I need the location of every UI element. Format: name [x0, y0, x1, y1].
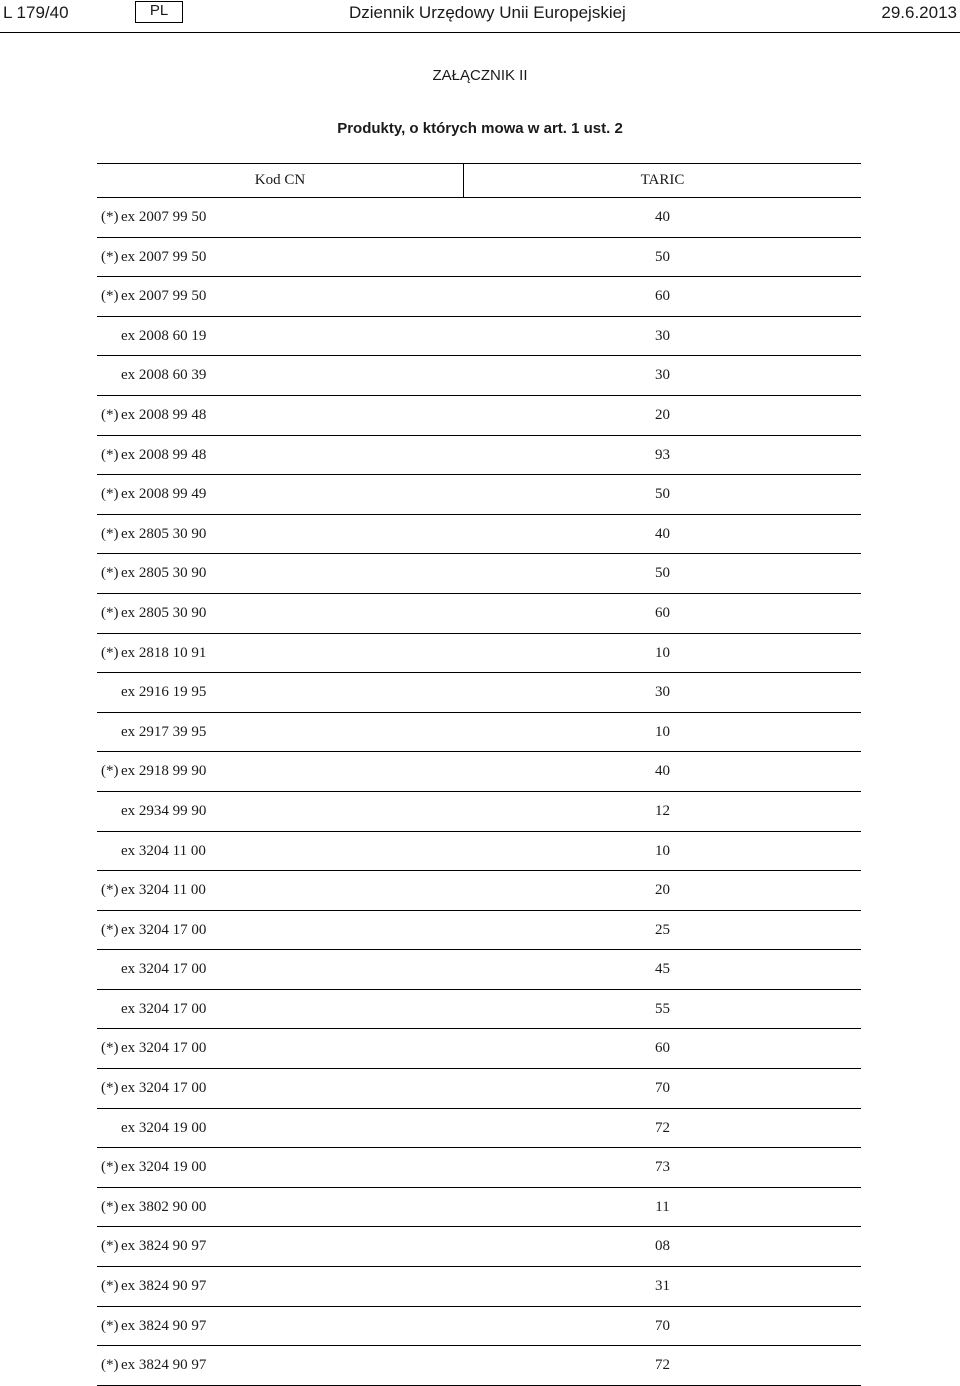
- cell-taric-code: 10: [655, 644, 670, 661]
- table-row: [97, 990, 861, 1030]
- footnote-mark: (*): [101, 921, 119, 938]
- cell-cn-code: [101, 249, 206, 266]
- cell-cn-code: [101, 565, 206, 582]
- cell-taric-code: 25: [655, 921, 670, 938]
- cn-code: ex 2008 60 19: [121, 327, 207, 344]
- footnote-mark: (*): [101, 288, 119, 305]
- table-row: [97, 634, 861, 674]
- table-row: [97, 792, 861, 832]
- table-row: [97, 713, 861, 753]
- cell-cn-code: [101, 1199, 206, 1216]
- footnote-mark: (*): [101, 1040, 119, 1057]
- table-header: [97, 164, 861, 198]
- cell-cn-code: [101, 1120, 206, 1137]
- cell-cn-code: [101, 1080, 206, 1097]
- table-row: [97, 752, 861, 792]
- publication-date: 29.6.2013: [881, 3, 957, 22]
- journal-title: Dziennik Urzędowy Unii Europejskiej: [349, 3, 626, 22]
- footnote-mark: (*): [101, 1357, 119, 1374]
- cell-cn-code: [101, 328, 206, 345]
- table-row: [97, 1109, 861, 1149]
- table-row: [97, 198, 861, 238]
- cell-taric-code: 45: [655, 961, 670, 978]
- cell-cn-code: [101, 803, 206, 820]
- cell-cn-code: [101, 961, 206, 978]
- cell-taric-code: 50: [655, 565, 670, 582]
- cell-cn-code: [101, 605, 206, 622]
- cn-code: ex 3204 17 00: [121, 1000, 207, 1017]
- table-row: [97, 673, 861, 713]
- language-badge: PL: [135, 1, 183, 23]
- table-row: [97, 515, 861, 555]
- footnote-mark: (*): [101, 604, 119, 621]
- cn-code: ex 3824 90 97: [121, 1278, 207, 1295]
- cell-cn-code: [101, 486, 206, 503]
- cell-cn-code: [101, 882, 206, 899]
- cn-code: ex 3204 19 00: [121, 1119, 207, 1136]
- footnote-mark: (*): [101, 882, 119, 899]
- cell-cn-code: [101, 367, 206, 384]
- table-row: [97, 1069, 861, 1109]
- table-row: [97, 436, 861, 476]
- cn-code: ex 3204 19 00: [121, 1159, 207, 1176]
- cell-taric-code: 31: [655, 1278, 670, 1295]
- table-row: [97, 911, 861, 951]
- footnote-mark: (*): [101, 644, 119, 661]
- cn-code: ex 2805 30 90: [121, 525, 207, 542]
- table-row: [97, 317, 861, 357]
- cn-code: ex 2008 99 49: [121, 486, 207, 503]
- table-row: [97, 1029, 861, 1069]
- annex-title: ZAŁĄCZNIK II: [432, 67, 528, 84]
- cell-taric-code: 30: [655, 684, 670, 701]
- cell-cn-code: [101, 1238, 206, 1255]
- cell-taric-code: 12: [655, 802, 670, 819]
- cell-cn-code: [101, 843, 206, 860]
- table-row: [97, 277, 861, 317]
- footnote-mark: (*): [101, 1080, 119, 1097]
- cell-taric-code: 70: [655, 1317, 670, 1334]
- products-table: [97, 163, 861, 1386]
- footnote-mark: (*): [101, 565, 119, 582]
- cell-cn-code: [101, 645, 206, 662]
- cell-taric-code: 40: [655, 763, 670, 780]
- footnote-mark: (*): [101, 1278, 119, 1295]
- column-header-cn: Kod CN: [254, 172, 306, 188]
- cell-cn-code: [101, 447, 206, 464]
- footnote-mark: (*): [101, 1159, 119, 1176]
- cell-cn-code: [101, 1278, 206, 1295]
- cell-taric-code: 93: [655, 446, 670, 463]
- cn-code: ex 2008 99 48: [121, 406, 207, 423]
- table-row: [97, 871, 861, 911]
- cn-code: ex 3824 90 97: [121, 1317, 207, 1334]
- cn-code: ex 2917 39 95: [121, 723, 207, 740]
- table-row: [97, 1267, 861, 1307]
- cn-code: ex 3802 90 00: [121, 1198, 207, 1215]
- footnote-mark: (*): [101, 406, 119, 423]
- cell-taric-code: 55: [655, 1000, 670, 1017]
- table-row: [97, 1346, 861, 1386]
- table-row: [97, 238, 861, 278]
- table-row: [97, 356, 861, 396]
- cell-cn-code: [101, 209, 206, 226]
- cn-code: ex 2008 99 48: [121, 446, 207, 463]
- footnote-mark: (*): [101, 525, 119, 542]
- cell-cn-code: [101, 684, 206, 701]
- cell-cn-code: [101, 1001, 206, 1018]
- table-row: [97, 832, 861, 872]
- cell-cn-code: [101, 407, 206, 424]
- cell-cn-code: [101, 288, 206, 305]
- cn-code: ex 3204 17 00: [121, 1040, 207, 1057]
- cell-taric-code: 10: [655, 842, 670, 859]
- cell-taric-code: 72: [655, 1119, 670, 1136]
- page-header: [0, 0, 960, 33]
- cn-code: ex 2918 99 90: [121, 763, 207, 780]
- cell-cn-code: [101, 1318, 206, 1335]
- cn-code: ex 3204 11 00: [121, 882, 206, 899]
- table-row: [97, 396, 861, 436]
- cell-cn-code: [101, 922, 206, 939]
- cell-taric-code: 40: [655, 209, 670, 225]
- table-row: [97, 1227, 861, 1267]
- cell-taric-code: 60: [655, 604, 670, 621]
- cell-taric-code: 40: [655, 525, 670, 542]
- table-body: [97, 198, 861, 1386]
- cell-taric-code: 20: [655, 406, 670, 423]
- cell-cn-code: [101, 1159, 206, 1176]
- footnote-mark: (*): [101, 1198, 119, 1215]
- cell-taric-code: 60: [655, 288, 670, 305]
- table-row: [97, 950, 861, 990]
- footnote-mark: (*): [101, 1317, 119, 1334]
- cn-code: ex 2007 99 50: [121, 288, 207, 305]
- page-reference: L 179/40: [3, 3, 69, 22]
- table-row: [97, 1148, 861, 1188]
- cn-code: ex 2818 10 91: [121, 644, 207, 661]
- footnote-mark: (*): [101, 248, 119, 265]
- cn-code: ex 3204 11 00: [121, 842, 206, 859]
- footnote-mark: (*): [101, 486, 119, 503]
- cn-code: ex 2007 99 50: [121, 209, 207, 225]
- table-row: [97, 594, 861, 634]
- cn-code: ex 2805 30 90: [121, 604, 207, 621]
- footnote-mark: (*): [101, 209, 119, 225]
- cell-taric-code: 11: [655, 1198, 670, 1215]
- cell-taric-code: 08: [655, 1238, 670, 1255]
- cell-cn-code: [101, 724, 206, 741]
- cn-code: ex 2007 99 50: [121, 248, 207, 265]
- cell-cn-code: [101, 1040, 206, 1057]
- cn-code: ex 3204 17 00: [121, 1080, 207, 1097]
- cell-taric-code: 30: [655, 367, 670, 384]
- cell-taric-code: 50: [655, 486, 670, 503]
- cell-taric-code: 60: [655, 1040, 670, 1057]
- cn-code: ex 2008 60 39: [121, 367, 207, 384]
- footnote-mark: (*): [101, 1238, 119, 1255]
- cell-taric-code: 20: [655, 882, 670, 899]
- cell-taric-code: 72: [655, 1357, 670, 1374]
- cell-cn-code: [101, 763, 206, 780]
- cell-taric-code: 30: [655, 327, 670, 344]
- cn-code: ex 2805 30 90: [121, 565, 207, 582]
- footnote-mark: (*): [101, 763, 119, 780]
- cell-taric-code: 10: [655, 723, 670, 740]
- cell-cn-code: [101, 526, 206, 543]
- cell-taric-code: 70: [655, 1080, 670, 1097]
- cell-taric-code: 50: [655, 248, 670, 265]
- cn-code: ex 2916 19 95: [121, 684, 207, 701]
- cn-code: ex 3204 17 00: [121, 921, 207, 938]
- table-row: [97, 554, 861, 594]
- cell-cn-code: [101, 1357, 206, 1374]
- cn-code: ex 3204 17 00: [121, 961, 207, 978]
- cell-taric-code: 73: [655, 1159, 670, 1176]
- cn-code: ex 3824 90 97: [121, 1357, 207, 1374]
- table-row: [97, 1188, 861, 1228]
- section-title: Produkty, o których mowa w art. 1 ust. 2: [337, 120, 623, 137]
- footnote-mark: (*): [101, 446, 119, 463]
- cn-code: ex 3824 90 97: [121, 1238, 207, 1255]
- table-row: [97, 475, 861, 515]
- cn-code: ex 2934 99 90: [121, 802, 207, 819]
- column-header-taric: TARIC: [640, 172, 685, 188]
- table-row: [97, 1307, 861, 1347]
